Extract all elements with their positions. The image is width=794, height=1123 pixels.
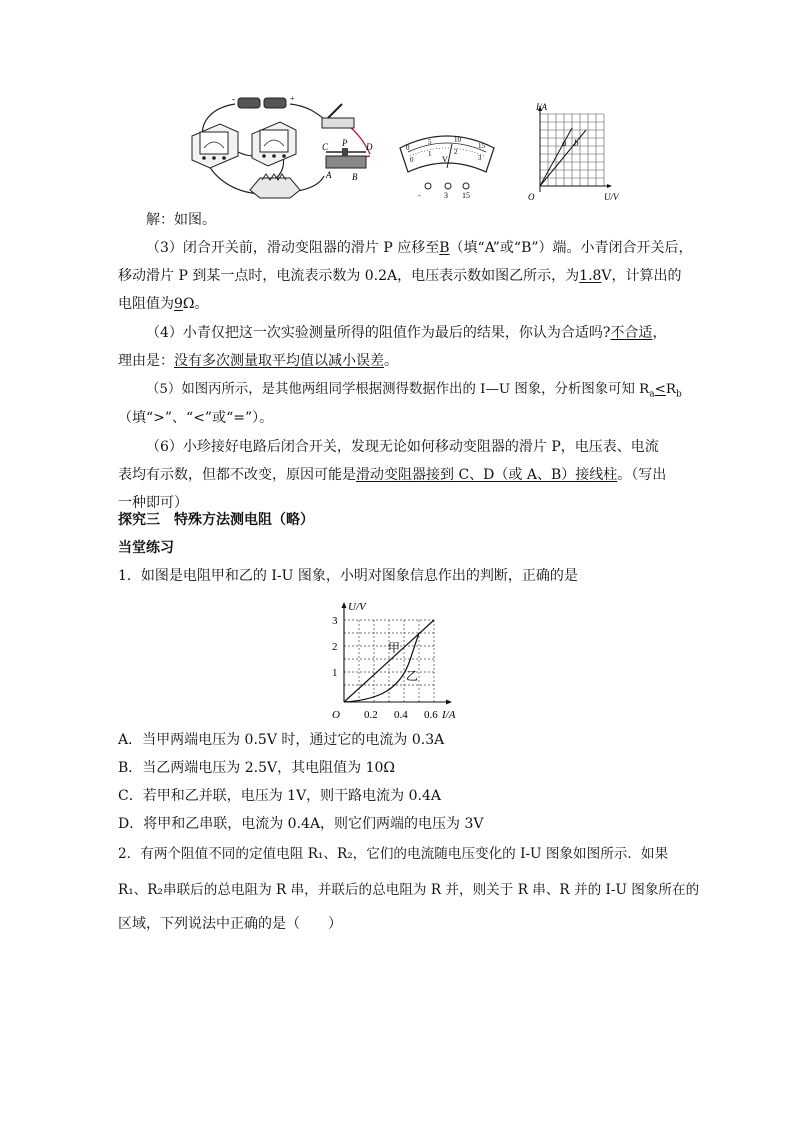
q6-answer: 滑动变阻器接到 C、D（或 A、B）接线柱 (356, 467, 618, 483)
rheostat (322, 138, 373, 182)
q3-line3 (118, 294, 678, 314)
q3-answer-1: B (439, 240, 450, 256)
q1-x-tick-06: 0.6 (424, 709, 438, 721)
q1-stem: 1．如图是电阻甲和乙的 I-U 图象，小明对图象信息作出的判断，正确的是 (118, 568, 578, 584)
dial-tick-2: 2 (454, 148, 458, 156)
q4-text-2: ， (652, 325, 667, 341)
practice-heading: 当堂练习 (118, 540, 174, 556)
svg-text:+: + (290, 94, 295, 103)
q3-text-4: V，计算出的 (601, 268, 682, 284)
dial-tick-7: 15 (478, 142, 485, 150)
small-graph-y-label: I/A (536, 102, 547, 112)
q4-text-4: 。 (384, 353, 398, 369)
q1-graph-origin: O (332, 709, 340, 721)
q1-label-jia: 甲 (388, 641, 401, 655)
small-graph-line-a: a (562, 138, 567, 148)
q6-line3: 一种即可） (118, 495, 188, 511)
dial-tick-0: 0 (410, 156, 414, 164)
q4-number: （4） (146, 325, 183, 341)
q5-line1 (146, 380, 706, 405)
q4-answer-2: 没有多次测量取平均值以减小误差 (174, 353, 384, 369)
terminal-15: 15 (462, 191, 470, 200)
q2-line1: 2．有两个阻值不同的定值电阻 R₁、R₂，它们的电流随电压变化的 I-U 图象如图所示．如果 (118, 846, 669, 862)
q6-text-1: 小珍接好电路后闭合开关，发现无论如何移动变阻器的滑片 P，电压表、电流 (182, 439, 659, 455)
q3-text-3: 移动滑片 P 到某一点时，电流表示数为 0.2A，电压表示数如图乙所示，为 (118, 268, 580, 284)
q3-text-5: 电阻值为 (118, 296, 174, 312)
terminal-minus: - (418, 191, 421, 200)
q2-line3: 区域，下列说法中正确的是（ ） (118, 916, 342, 932)
svg-text:-: - (232, 94, 235, 104)
q6-line1 (146, 437, 706, 457)
voltmeter-dial-figure (398, 128, 496, 200)
switch (322, 104, 354, 128)
iu-graph-small-figure (520, 100, 630, 206)
q6-text-3: 。（写出 (617, 467, 667, 483)
dial-tick-6: 10 (454, 136, 461, 144)
ammeter (192, 124, 238, 168)
q1-option-c: C．若甲和乙并联，电压为 1V，则干路电流为 0.4A (118, 788, 442, 804)
voltmeter-dial-svg (398, 128, 496, 200)
voltmeter (252, 122, 296, 166)
iu-graph-small-svg (520, 100, 630, 206)
circuit-diagram (190, 94, 376, 206)
q4-text-3: 理由是： (118, 353, 174, 369)
q1-graph-y-label: U/V (348, 601, 366, 613)
small-graph-origin: O (528, 192, 535, 202)
q1-option-a: A．当甲两端电压为 0.5V 时，通过它的电流为 0.3A (118, 732, 445, 748)
q1-option-d: D．将甲和乙串联，电流为 0.4A，则它们两端的电压为 3V (118, 816, 484, 832)
fixed-resistor (250, 174, 300, 198)
q1-option-b: B．当乙两端电压为 2.5V，其电阻值为 10Ω (118, 760, 395, 776)
q3-line1 (146, 238, 706, 258)
q6-number: （6） (146, 439, 183, 455)
q5-sub-a: a (649, 389, 655, 400)
rheostat-label-b: B (352, 172, 358, 182)
q5-text-1: 如图丙所示，是其他两组同学根据测得数据作出的 I—U 图象，分析图象可知 R (181, 382, 650, 397)
rheostat-label-p: P (342, 138, 348, 148)
dial-tick-4: 0 (406, 144, 410, 152)
q3-answer-3: 9 (174, 296, 183, 312)
circuit-svg (190, 94, 376, 206)
q1-graph-figure (318, 600, 466, 724)
q1-y-tick-1: 1 (332, 667, 338, 679)
answer-label: 解：如图。 (146, 212, 216, 228)
q3-number: （3） (146, 240, 183, 256)
small-graph-x-label: U/V (604, 192, 619, 202)
q4-text-1: 小青仅把这一次实验测量所得的阻值作为最后的结果，你认为合适吗? (182, 325, 611, 341)
q5-number: （5） (146, 382, 182, 397)
rheostat-label-a: A (326, 170, 332, 180)
dial-tick-3: 3 (478, 154, 482, 162)
section3-heading: 探究三 特殊方法测电阻（略） (118, 512, 314, 528)
q4-answer-1: 不合适 (610, 325, 653, 341)
q4-line2 (118, 351, 678, 371)
q1-label-yi: 乙 (406, 669, 419, 683)
q1-y-tick-3: 3 (332, 615, 338, 627)
dial-tick-5: 5 (428, 138, 432, 146)
terminal-3: 3 (444, 191, 448, 200)
q3-line2 (118, 266, 682, 286)
dial-tick-1: 1 (428, 150, 432, 158)
q1-x-tick-04: 0.4 (394, 709, 408, 721)
q2-line2: R₁、R₂串联后的总电阻为 R 串，并联后的总电阻为 R 并，则关于 R 串、R 并的 I-U 图象所在的 (118, 882, 700, 898)
q3-answer-2: 1.8 (579, 268, 602, 284)
q3-text-2: （填“A”或“B”）端。小青闭合开关后， (449, 240, 693, 256)
q5-sub-b: b (675, 389, 682, 400)
q5-r: R (665, 382, 676, 397)
q5-line2: （填“>”、“<”或“=”）。 (118, 410, 274, 426)
q6-text-2: 表均有示数，但都不改变，原因可能是 (118, 467, 356, 483)
q3-text-6: Ω。 (182, 296, 209, 312)
q5-answer: < (654, 382, 666, 397)
rheostat-label-d: D (366, 142, 373, 152)
q1-graph-x-label: I/A (442, 709, 456, 721)
q3-text-1: 闭合开关前，滑动变阻器的滑片 P 应移至 (182, 240, 440, 256)
rheostat-label-c: C (322, 142, 329, 152)
q4-line1 (146, 323, 706, 343)
small-graph-line-b: b (574, 138, 579, 148)
q1-y-tick-2: 2 (332, 641, 338, 653)
q1-x-tick-02: 0.2 (364, 709, 378, 721)
q6-line2 (118, 465, 678, 485)
battery (232, 94, 295, 108)
q1-graph-svg (318, 600, 466, 724)
dial-unit: V (442, 155, 448, 164)
